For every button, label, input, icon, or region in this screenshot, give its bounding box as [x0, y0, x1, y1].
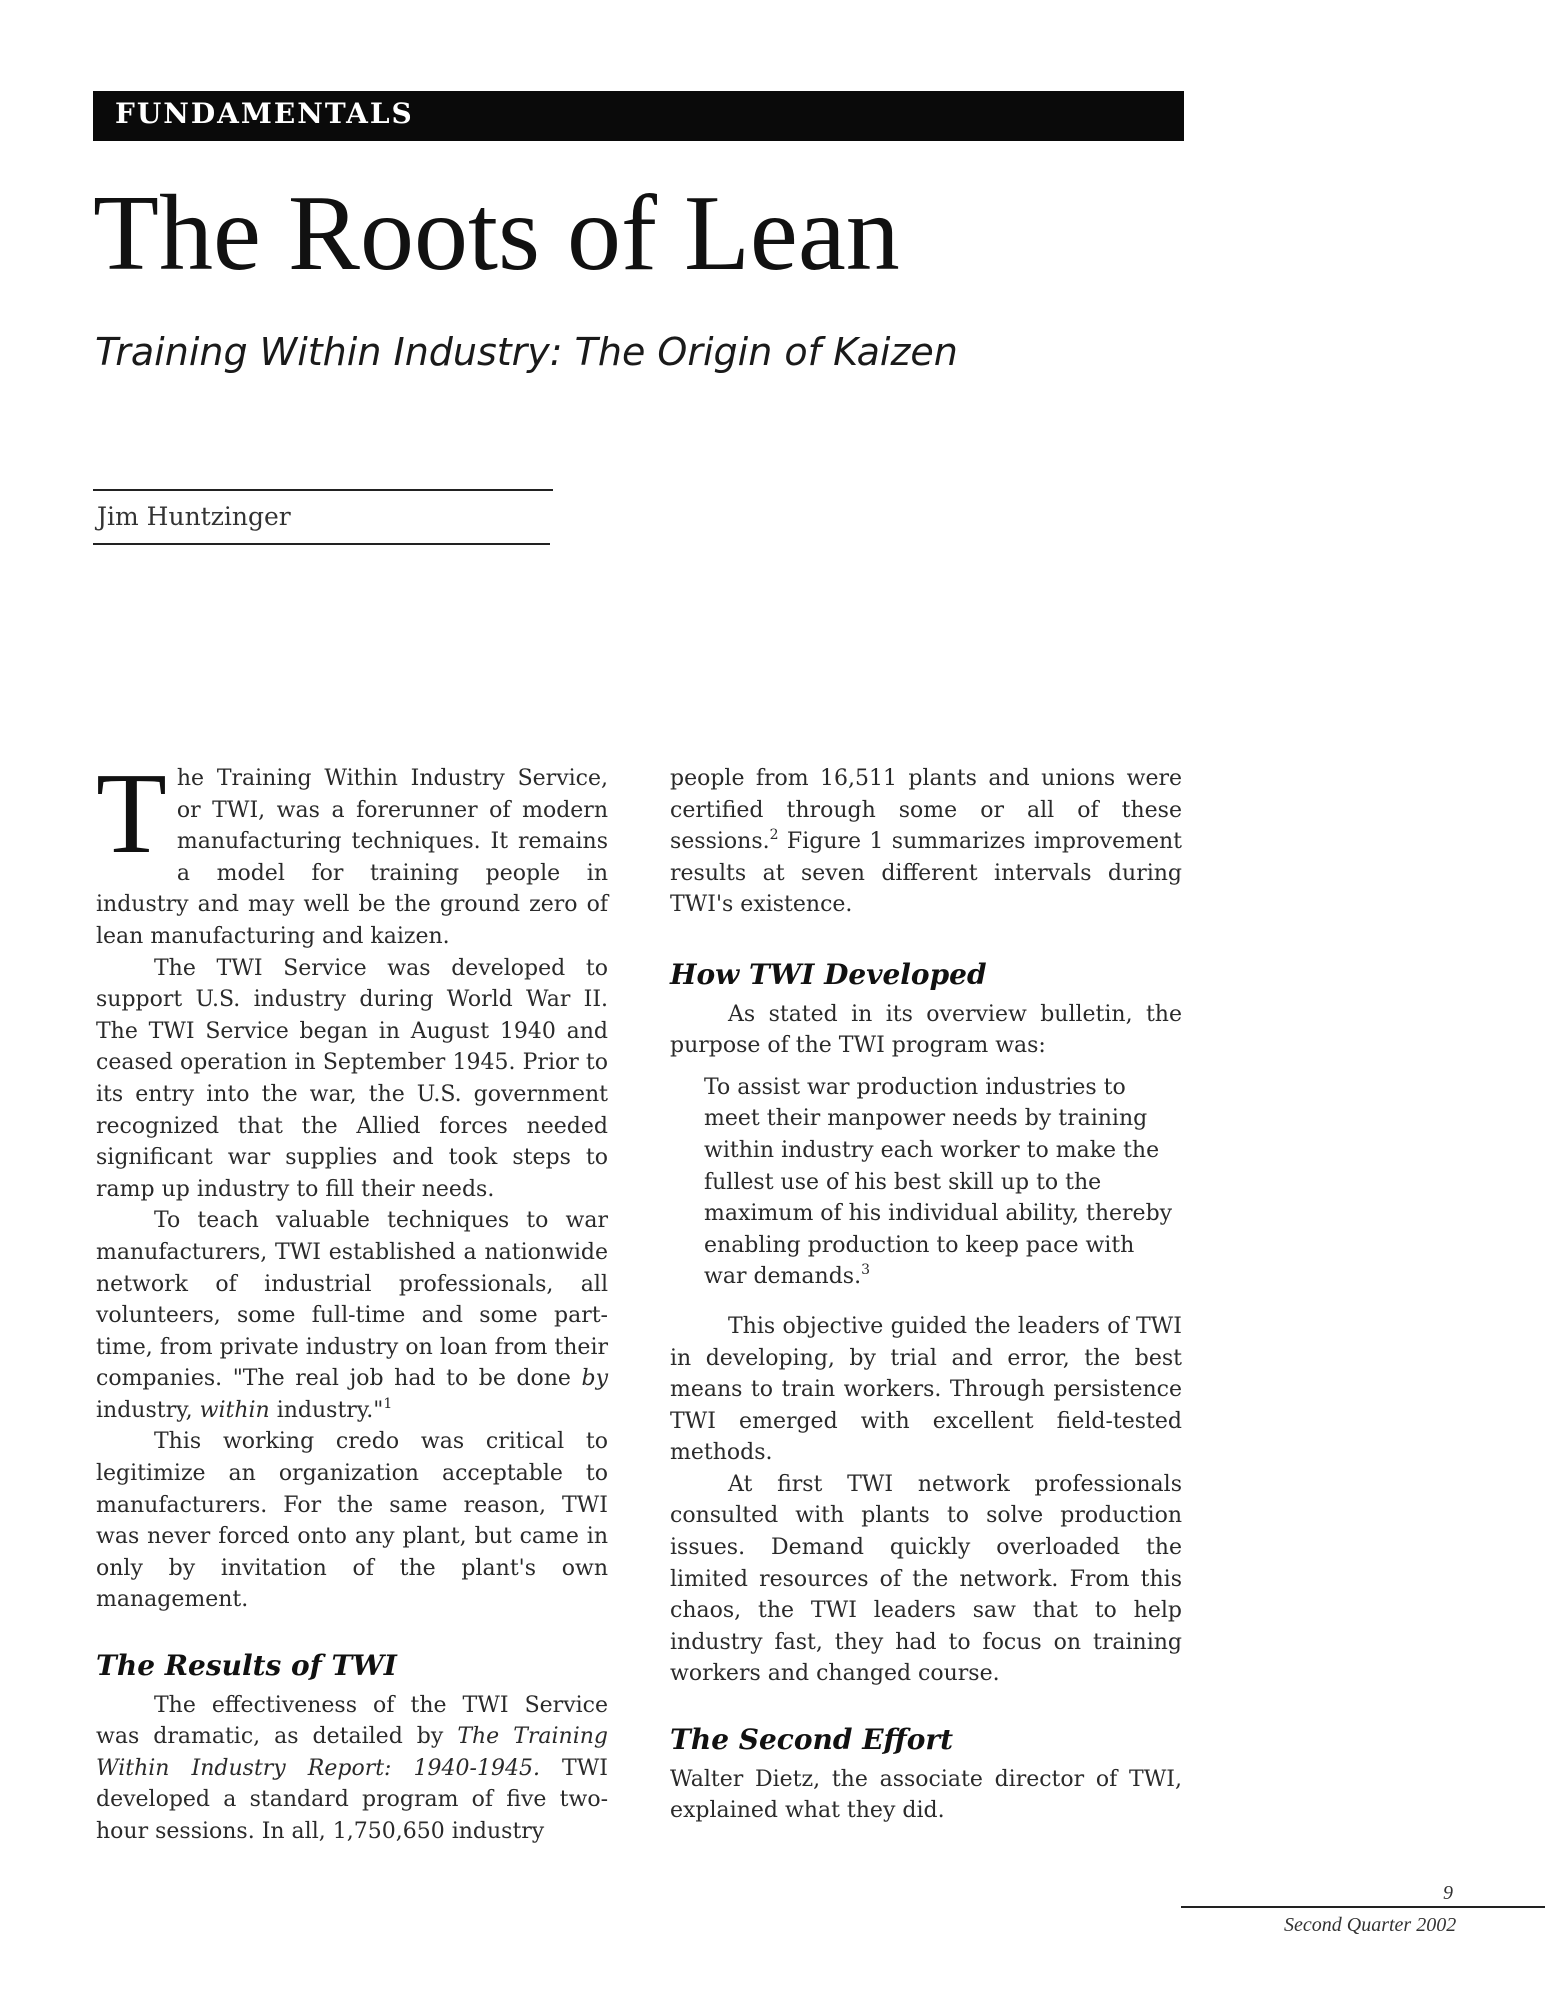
section-banner	[93, 91, 1184, 141]
footnote-ref: 1	[383, 1395, 393, 1412]
column-right	[670, 763, 1182, 1827]
text-run: The effectiveness of the TWI Service was dramatic, as detailed by	[96, 1692, 608, 1750]
report-title: The Training Within Industry Report: 1940-1945.	[96, 1724, 608, 1781]
issue-label: Second Quarter 2002	[1284, 1914, 1457, 1936]
text-run: TWI developed a standard program of five two-hour sessions. In all, 1,750,650 industry	[96, 1755, 608, 1844]
article-title: The Roots of Lean	[93, 174, 900, 293]
author-rule-top	[93, 489, 553, 491]
paragraph: This objective guided the leaders of TWI in developing, by trial and error, the best means to train workers. Through persistence TWI emerged with excellent field-tested methods.	[670, 1313, 1182, 1466]
paragraph-intro	[96, 750, 608, 953]
text-run: people from 16,511 plants and unions were certified through some or all of these sessions.	[670, 766, 1182, 855]
paragraph	[96, 1205, 608, 1426]
section-label: FUNDAMENTALS	[115, 97, 414, 130]
text-run: To teach valuable techniques to war manufacturers, TWI established a nationwide network of industrial professionals, all volunteers, some full-time and some part-time, from private industry on loan from their companies. "The real job had to be done	[96, 1208, 608, 1392]
quote-text: To assist war production industries to meet their manpower needs by training within industry each worker to make the fullest use of his best skill up to the maximum of his individual ability, thereby enabling production to keep pace with war demands.	[704, 1074, 1173, 1290]
column-left	[96, 750, 608, 1848]
paragraph: At first TWI network professionals consulted with plants to solve production issues. Demand quickly overloaded the limited resources of the network. From this chaos, the TWI leaders saw that to help industry fast, they had to focus on training workers and changed course.	[670, 1471, 1182, 1687]
footer-rule	[1181, 1906, 1545, 1908]
emphasis: within	[199, 1397, 270, 1423]
page-number: 9	[1443, 1882, 1453, 1904]
text-run: Figure 1 summarizes improvement results at seven different intervals during TWI's existence.	[670, 829, 1182, 918]
section-heading: The Results of TWI	[96, 1649, 397, 1683]
paragraph: As stated in its overview bulletin, the purpose of the TWI program was:	[670, 1001, 1182, 1059]
paragraph: This working credo was critical to legitimize an organization acceptable to manufacturers. For the same reason, TWI was never forced onto any plant, but came in only by invitation of the plant's own management.	[96, 1429, 608, 1613]
paragraph	[96, 1690, 608, 1848]
paragraph-intro-text: he Training Within Industry Service, or TWI, was a forerunner of modern manufacturing techniques. It remains a model for training people in industry and may well be the ground zero of lean manufacturing and kaizen.	[96, 766, 608, 949]
section-heading: The Second Effort	[670, 1723, 954, 1757]
author-rule-bottom	[93, 543, 550, 545]
footnote-ref: 3	[861, 1262, 870, 1279]
text-run: industry,	[96, 1397, 200, 1423]
text-run: industry."	[269, 1397, 384, 1423]
paragraph	[670, 763, 1182, 921]
section-heading: How TWI Developed	[670, 957, 987, 991]
drop-cap: T	[96, 750, 167, 878]
paragraph: The TWI Service was developed to support U.S. industry during World War II. The TWI Service began in August 1940 and ceased operation in September 1945. Prior to its entry into the war, the U.S. government recognized that the Allied forces needed significant war supplies and took steps to ramp up industry to fill their needs.	[96, 955, 608, 1202]
emphasis: by	[581, 1366, 608, 1392]
author-name: Jim Huntzinger	[97, 502, 291, 531]
block-quote	[704, 1072, 1182, 1293]
article-subtitle: Training Within Industry: The Origin of Kaizen	[95, 330, 958, 374]
paragraph: Walter Dietz, the associate director of TWI, explained what they did.	[670, 1766, 1182, 1824]
footnote-ref: 2	[769, 827, 779, 844]
